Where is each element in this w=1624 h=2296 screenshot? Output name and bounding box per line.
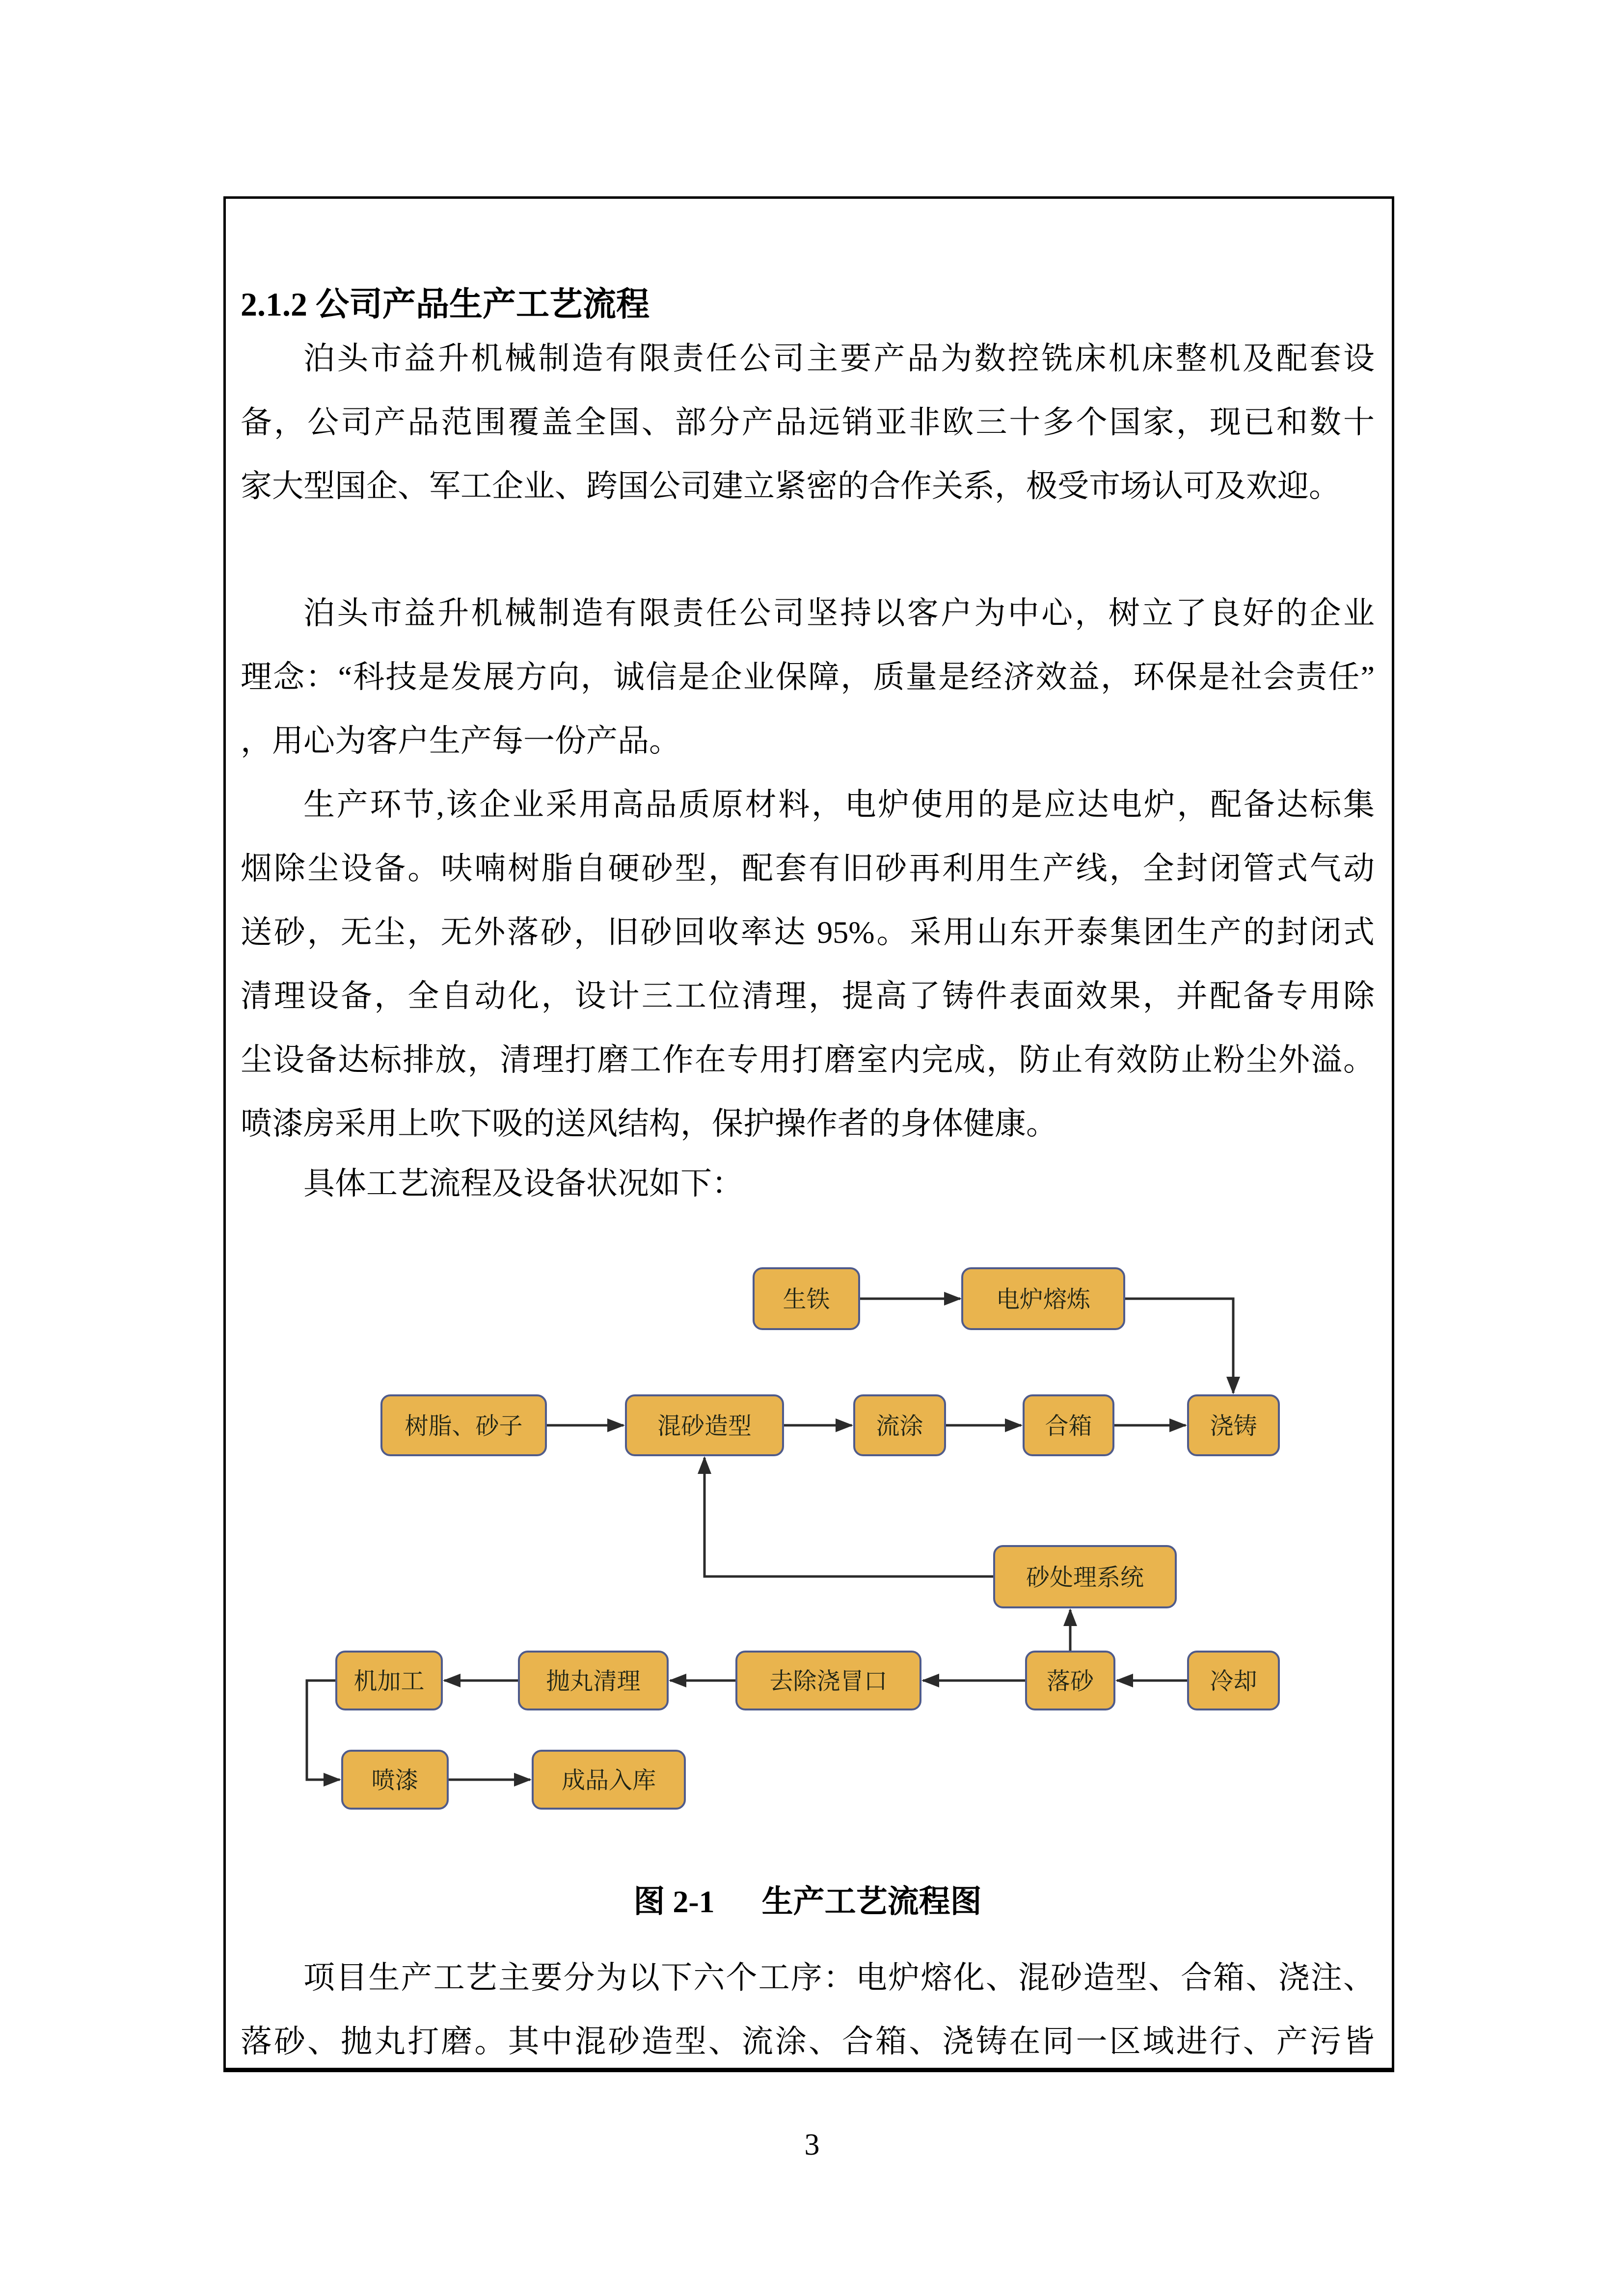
flow-edge-furnace-to-pouring (1124, 1299, 1233, 1393)
flowchart-nodes (336, 1268, 1279, 1809)
flow-node-label-cooling: 冷却 (1210, 1668, 1257, 1695)
figure-caption-title: 生产工艺流程图 (761, 1884, 982, 1919)
text-line: 送砂，无尘，无外落砂，旧砂回收率达 95%。采用山东开泰集团生产的封闭式 (241, 915, 1375, 950)
text-line: 具体工艺流程及设备状况如下： (303, 1166, 743, 1201)
text-line: 生产环节,该企业采用高品质原材料，电炉使用的是应达电炉，配备达标集 (303, 787, 1375, 822)
flow-node-pouring (1188, 1395, 1279, 1455)
text-line: ，用心为客户生产每一份产品。 (241, 723, 680, 758)
figure-caption-label: 图 2-1 (633, 1884, 715, 1919)
flow-node-label-flow-coating: 流涂 (876, 1413, 923, 1440)
flow-edge-machining-to-painting (307, 1681, 340, 1780)
page-number: 3 (804, 2128, 820, 2162)
text-line: 烟除尘设备。呋喃树脂自硬砂型，配套有旧砂再利用生产线，全封闭管式气动 (241, 851, 1375, 886)
section-heading: 2.1.2 公司产品生产工艺流程 (241, 286, 650, 323)
flow-node-machining (336, 1652, 442, 1709)
flow-node-label-painting: 喷漆 (371, 1767, 419, 1794)
flow-node-shakeout (1026, 1652, 1114, 1709)
text-line: 喷漆房采用上吹下吸的送风结构，保护操作者的身体健康。 (241, 1106, 1057, 1141)
paragraph-six-steps (241, 1946, 1375, 2074)
text-line: 尘设备达标排放，清理打磨工作在专用打磨室内完成，防止有效防止粉尘外溢。 (241, 1042, 1375, 1077)
paragraph-process-intro (241, 1152, 1375, 1216)
text-line: 落砂、抛丸打磨。其中混砂造型、流涂、合箱、浇铸在同一区域进行、产污皆 (241, 2024, 1375, 2059)
text-line: 清理设备，全自动化，设计三工位清理，提高了铸件表面效果，并配备专用除 (241, 979, 1375, 1014)
flow-node-label-pig-iron: 生铁 (783, 1286, 830, 1313)
flow-node-label-machining: 机加工 (353, 1668, 425, 1695)
flow-node-cooling (1188, 1652, 1279, 1709)
flow-node-shot-blasting (519, 1652, 668, 1709)
flow-node-flow-coating (854, 1395, 945, 1455)
flow-node-label-sand-system: 砂处理系统 (1026, 1565, 1144, 1591)
flow-node-resin-sand (381, 1395, 546, 1455)
flow-node-painting (342, 1751, 448, 1809)
flow-node-label-box-closing: 合箱 (1045, 1413, 1092, 1440)
flow-node-warehousing (533, 1751, 685, 1809)
text-line: 备，公司产品范围覆盖全国、部分产品远销亚非欧三十多个国家，现已和数十 (241, 405, 1375, 440)
process-flowchart-figure (304, 1266, 1286, 1816)
text-line: 泊头市益升机械制造有限责任公司坚持以客户为中心，树立了良好的企业 (303, 596, 1375, 631)
flow-node-label-resin-sand: 树脂、砂子 (405, 1413, 523, 1440)
flow-node-pig-iron (754, 1268, 859, 1329)
flow-node-label-furnace: 电炉熔炼 (996, 1286, 1091, 1313)
text-line: 家大型国企、军工企业、跨国公司建立紧密的合作关系，极受市场认可及欢迎。 (241, 469, 1340, 504)
text-line: 理念：“科技是发展方向，诚信是企业保障，质量是经济效益，环保是社会责任” (241, 660, 1375, 694)
process-flowchart-svg (304, 1266, 1286, 1816)
flow-edge-sand-system-to-sand-molding (704, 1458, 994, 1576)
flow-node-sand-molding (626, 1395, 783, 1455)
text-line: 泊头市益升机械制造有限责任公司主要产品为数控铣床机床整机及配套设 (303, 341, 1375, 376)
flow-node-label-warehousing: 成品入库 (561, 1767, 656, 1794)
flow-node-label-riser-removal: 去除浇冒口 (769, 1668, 888, 1695)
flow-node-furnace (962, 1268, 1124, 1329)
figure-caption (241, 1870, 1375, 1934)
paragraph-company-products (241, 327, 1375, 518)
text-line: 项目生产工艺主要分为以下六个工序：电炉熔化、混砂造型、合箱、浇注、 (303, 1960, 1375, 1995)
flow-node-box-closing (1024, 1395, 1113, 1455)
content-border-box (223, 196, 1394, 2072)
paragraph-production-process (241, 773, 1375, 1156)
flow-node-label-pouring: 浇铸 (1210, 1413, 1257, 1440)
flow-node-riser-removal (736, 1652, 920, 1709)
paragraph-company-philosophy (241, 582, 1375, 773)
flow-node-label-sand-molding: 混砂造型 (657, 1413, 752, 1440)
flow-node-label-shakeout: 落砂 (1046, 1668, 1094, 1695)
flow-node-label-shot-blasting: 抛丸清理 (546, 1668, 641, 1695)
flow-node-sand-system (994, 1546, 1176, 1607)
